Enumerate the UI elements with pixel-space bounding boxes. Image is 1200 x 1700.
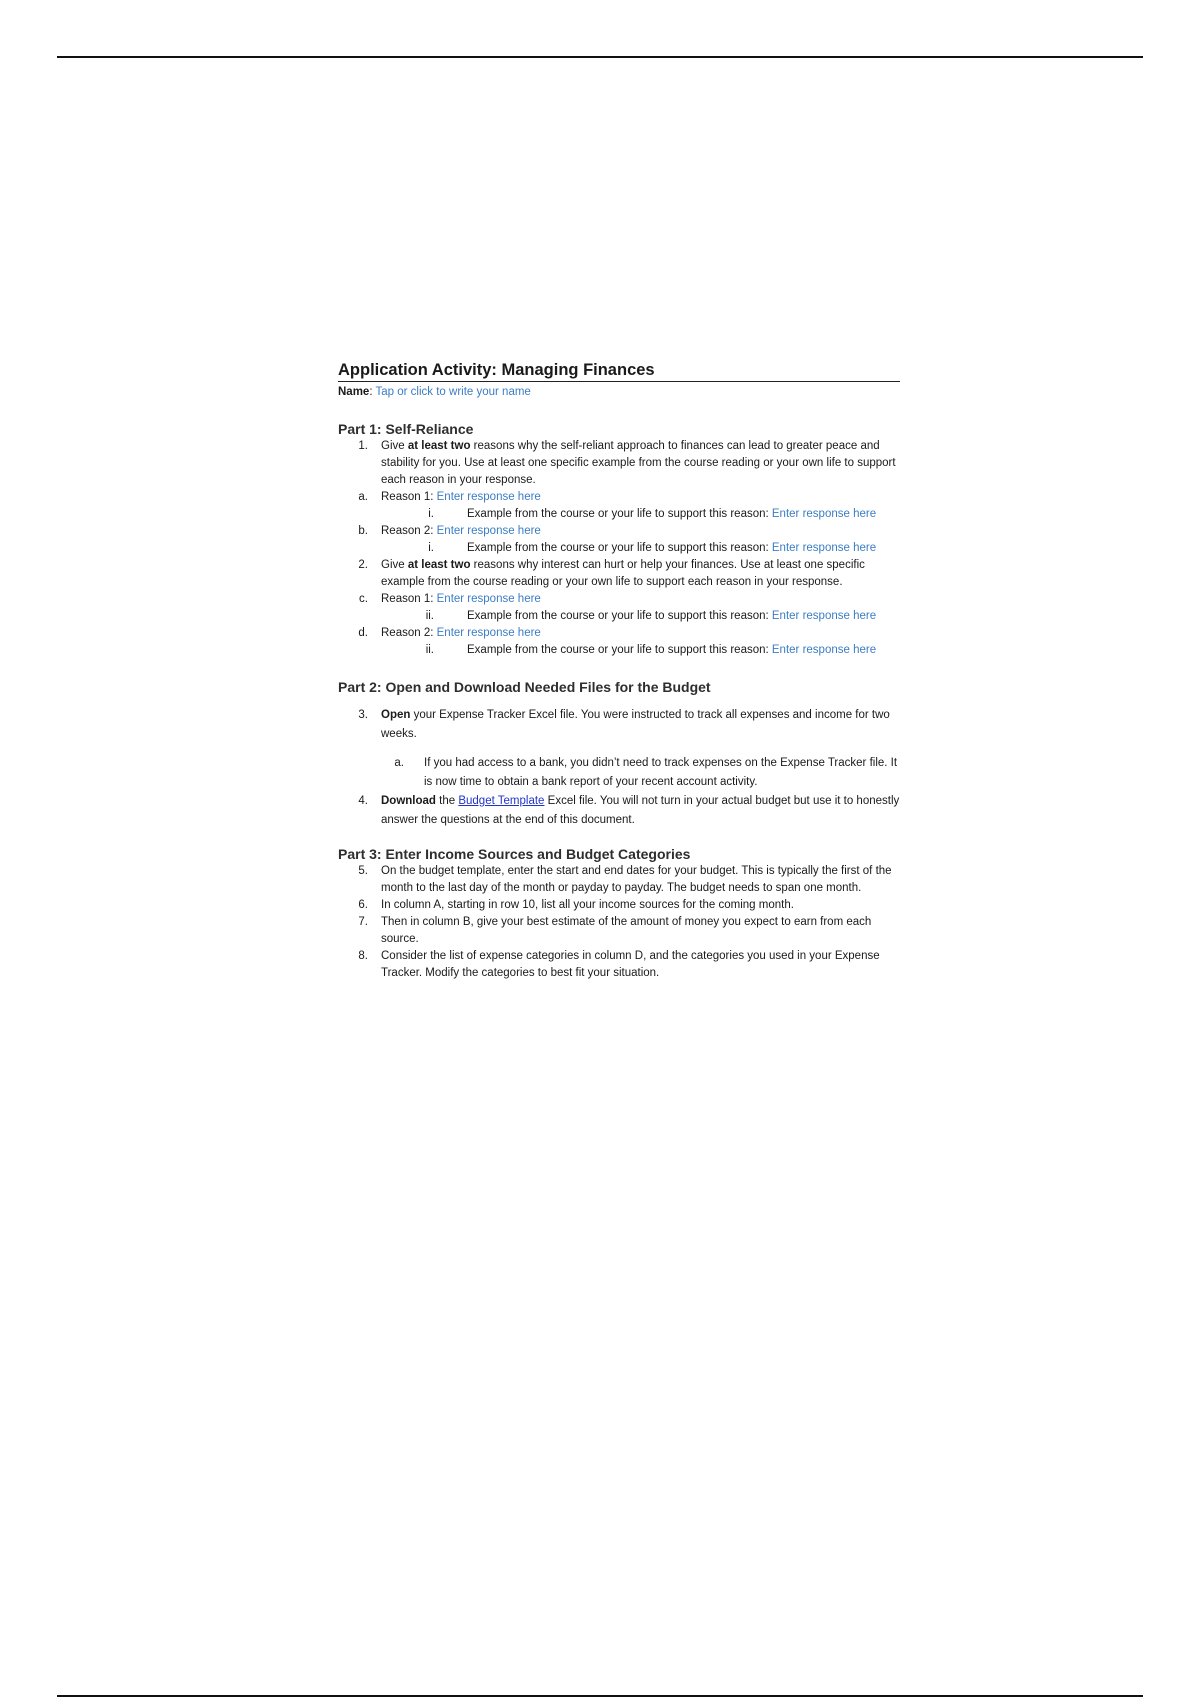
question-number: 6. bbox=[358, 899, 368, 911]
list-item-d bbox=[338, 625, 900, 642]
question-emphasis: at least two bbox=[407, 440, 471, 452]
question-text: reasons why interest can hurt or help your finances. Use at least one specific example from the course reading or your own life to support each reason in your response. bbox=[381, 559, 865, 588]
question-text: Excel file. You will not turn in your actual budget but use it to honestly answer the questions at the end of this document. bbox=[381, 795, 900, 826]
question-text: reasons why the self-reliant approach to finances can lead to greater peace and stability for you. Use at least one specific example from the course reading or your own life to support each reason in your response. bbox=[381, 440, 896, 486]
question-emphasis: at least two bbox=[407, 559, 471, 571]
part1-heading: Part 1: Self-Reliance bbox=[338, 421, 474, 437]
sub-item-label: Example from the course or your life to support this reason: bbox=[467, 610, 772, 622]
list-item-a bbox=[338, 489, 900, 506]
response-input[interactable]: Enter response here bbox=[771, 644, 877, 656]
question-text: In column A, starting in row 10, list all your income sources for the coming month. bbox=[381, 899, 794, 911]
item-letter: c. bbox=[359, 593, 368, 605]
item-letter: d. bbox=[358, 627, 368, 639]
question-3 bbox=[338, 706, 900, 744]
question-1 bbox=[338, 438, 900, 489]
item-label: Reason 1: bbox=[381, 593, 437, 605]
sub-item bbox=[338, 642, 900, 659]
question-text: the bbox=[435, 795, 459, 807]
sub-item-number: i. bbox=[428, 508, 434, 520]
response-input[interactable]: Enter response here bbox=[771, 508, 877, 520]
sub-item bbox=[338, 540, 900, 557]
question-8 bbox=[338, 948, 900, 982]
question-7 bbox=[338, 914, 900, 948]
item-label: Reason 1: bbox=[381, 491, 437, 503]
question-text: Consider the list of expense categories in column D, and the categories you used in your Expense Tracker. Modify the categories to best fit your situation. bbox=[381, 950, 880, 979]
item-letter: b. bbox=[358, 525, 368, 537]
name-input[interactable]: Tap or click to write your name bbox=[375, 386, 531, 398]
question-text: your Expense Tracker Excel file. You were instructed to track all expenses and income for two weeks. bbox=[381, 709, 890, 740]
sub-item-label: Example from the course or your life to support this reason: bbox=[467, 542, 772, 554]
question-text: If you had access to a bank, you didn’t need to track expenses on the Expense Tracker file. It is now time to obtain a bank report of your recent account activity. bbox=[424, 757, 898, 788]
sub-item bbox=[338, 608, 900, 625]
question-number: 3. bbox=[358, 709, 368, 721]
question-5 bbox=[338, 863, 900, 897]
sub-item-number: ii. bbox=[425, 644, 434, 656]
name-field-row: Name: Tap or click to write your name bbox=[338, 386, 531, 398]
question-number: 8. bbox=[358, 950, 368, 962]
top-rule bbox=[57, 56, 1143, 58]
sub-item-number: i. bbox=[428, 542, 434, 554]
question-6 bbox=[338, 897, 900, 914]
sub-item-number: ii. bbox=[425, 610, 434, 622]
question-number: 5. bbox=[358, 865, 368, 877]
question-4 bbox=[338, 792, 900, 830]
item-label: Reason 2: bbox=[381, 627, 437, 639]
part2-heading: Part 2: Open and Download Needed Files for the Budget bbox=[338, 679, 711, 695]
question-number: 7. bbox=[358, 916, 368, 928]
item-label: Reason 2: bbox=[381, 525, 437, 537]
response-input[interactable]: Enter response here bbox=[436, 593, 541, 605]
question-text: Then in column B, give your best estimate of the amount of money you expect to earn from each source. bbox=[381, 916, 872, 945]
name-label: Name bbox=[338, 386, 370, 398]
response-input[interactable]: Enter response here bbox=[436, 525, 541, 537]
response-input[interactable]: Enter response here bbox=[436, 627, 541, 639]
item-letter: a. bbox=[394, 757, 404, 769]
part3-heading: Part 3: Enter Income Sources and Budget Categories bbox=[338, 846, 691, 862]
document-title: Application Activity: Managing Finances bbox=[338, 360, 900, 382]
question-emphasis: Download bbox=[381, 795, 436, 807]
sub-item bbox=[338, 506, 900, 523]
sub-item-label: Example from the course or your life to support this reason: bbox=[467, 644, 772, 656]
list-item-c bbox=[338, 591, 900, 608]
question-text: Give bbox=[381, 440, 408, 452]
sub-item-label: Example from the course or your life to support this reason: bbox=[467, 508, 772, 520]
item-letter: a. bbox=[358, 491, 368, 503]
document-page bbox=[338, 360, 900, 982]
question-2 bbox=[338, 557, 900, 591]
question-number: 2. bbox=[358, 559, 368, 571]
list-item-b bbox=[338, 523, 900, 540]
bottom-rule bbox=[57, 1695, 1143, 1697]
budget-template-link[interactable]: Budget Template bbox=[458, 795, 545, 807]
question-text: On the budget template, enter the start and end dates for your budget. This is typically the first of the month to the last day of the month or payday to payday. The budget needs to span one month. bbox=[381, 865, 892, 894]
question-number: 1. bbox=[358, 440, 368, 452]
question-emphasis: Open bbox=[381, 709, 411, 721]
response-input[interactable]: Enter response here bbox=[771, 542, 877, 554]
response-input[interactable]: Enter response here bbox=[771, 610, 877, 622]
response-input[interactable]: Enter response here bbox=[436, 491, 541, 503]
question-text: Give bbox=[381, 559, 408, 571]
question-3a bbox=[338, 754, 900, 792]
question-number: 4. bbox=[358, 795, 368, 807]
